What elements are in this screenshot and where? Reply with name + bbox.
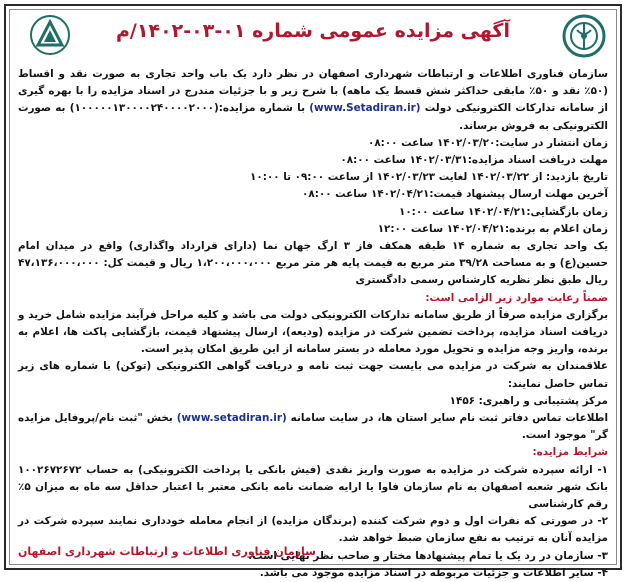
ad-title: آگهی مزایده عمومی شماره ۰۱-۰۳-۱۴۰۲/م — [116, 20, 510, 42]
conditions-heading: شرایط مزایده: — [532, 446, 608, 459]
doc-deadline: مهلت دریافت اسناد مزایده:۱۴۰۲/۰۳/۳۱ ساعت ۰۸:۰۰ — [340, 154, 608, 167]
intro-paragraph — [18, 66, 608, 135]
contact-text: اطلاعات تماس دفاتر ثبت نام سایر استان ها، در سایت سامانه — [290, 412, 609, 425]
intro-text: سازمان فناوری اطلاعات و ارتباطات شهرداری اصفهان در نظر دارد یک باب واحد تجاری به صورت نقد و اقساط (۵۰٪ نقد و ۵۰٪ مابقی حداکثر شش قسط یک ماهه) با شرح زیر و با جزئیات مندرج در اسناد مزایده را با بهره گیری از سامانه تدارکات الکترونیکی دولت — [18, 68, 608, 115]
ad-frame — [4, 4, 622, 579]
ad-body — [18, 66, 608, 582]
winner-announce-date: زمان اعلام به برنده:۱۴۰۲/۰۴/۲۱ ساعت ۱۲:۰۰ — [377, 222, 608, 235]
setadiran-link[interactable]: (www.Setadiran.ir) — [309, 102, 421, 115]
condition-item: ۴- سایر اطلاعات و جزئیات مربوطه در اسناد مزایده موجود می باشد. — [259, 566, 608, 579]
bid-deadline: آخرین مهلت ارسال پیشنهاد قیمت:۱۴۰۲/۰۴/۲۱ ساعت ۰۸:۰۰ — [302, 188, 608, 201]
triangle-emblem-icon — [30, 14, 70, 56]
contact-text-end: بخش "ثبت نام/پروفایل مزایده گر" موجود است. — [18, 412, 608, 442]
support-center: مرکز پشتیبانی و راهبری: ۱۴۵۶ — [449, 394, 608, 407]
visit-date: تاریخ بازدید: از ۱۴۰۲/۰۳/۲۲ لغایت ۱۴۰۲/۰۳/۲۳ از ساعت ۰۹:۰۰ تا ۱۰:۰۰ — [250, 171, 608, 184]
contact-info — [18, 410, 608, 444]
notice-body: برگزاری مزایده صرفاً از طریق سامانه تدارکات الکترونیکی دولت می باشد و کلیه مراحل فرآیند مزایده شامل خرید و دریافت اسناد مزایده، پرداخت تضمین شرکت در مزایده (ودیعه)، ارسال پیشنهاد قیمت، بازگشایی پاکت ها، اعلام به برنده، واریز وجه مزایده و تحویل مورد معامله در بستر سامانه از این طریق امکان پذیر است. — [18, 308, 608, 356]
municipality-seal-icon — [562, 14, 606, 58]
ad-header — [14, 12, 612, 58]
token-note: علاقمندان به شرکت در مزایده می بایست جهت ثبت نامه و دریافت گواهی الکترونیکی (توکن) با شماره های زیر تماس حاصل نمایند: — [18, 360, 608, 390]
publish-date: زمان انتشار در سایت:۱۴۰۲/۰۳/۲۰ ساعت ۰۸:۰۰ — [367, 136, 608, 149]
setadiran-contact-link[interactable]: (www.setadiran.ir) — [176, 412, 287, 425]
ad-footer — [18, 545, 608, 558]
footer-org-name: سازمان فناوری اطلاعات و ارتباطات شهرداری اصفهان — [18, 545, 316, 558]
condition-item: ۱- ارائه سپرده شرکت در مزایده به صورت واریز نقدی (فیش بانکی یا پرداخت الکترونیکی) به حساب ۱۰۰۲۶۷۲۶۷۲ بانک شهر شعبه اصفهان به نام سازمان فاوا یا ارایه ضمانت نامه بانکی معتبر با اعتبار حداقل سه ماه به میزان ۵٪ رقم کارشناسی — [18, 463, 608, 511]
condition-item: ۳- سازمان در رد یک یا تمام پیشنهادها مختار و صاحب نظر نهایی است. — [248, 549, 608, 562]
property-description: یک واحد تجاری به شماره ۱۴ طبقه همکف فاز ۳ ارگ جهان نما (دارای قرارداد واگذاری) واقع در میدان امام حسین(ع) و به مساحت ۳۹/۲۸ متر مربع به قیمت پایه هر متر مربع ۱،۲۰۰،۰۰۰،۰۰۰ ریال و قیمت کل: ۴۷،۱۳۶،۰۰۰،۰۰۰ ریال طبق نظر نظریه کارشناس رسمی دادگستری — [18, 240, 608, 287]
opening-date: زمان بازگشایی:۱۴۰۲/۰۴/۲۱ ساعت ۱۰:۰۰ — [399, 205, 608, 218]
notice-heading: ضمناً رعایت موارد زیر الزامی است: — [425, 291, 608, 304]
condition-item: ۲- در صورتی که نفرات اول و دوم شرکت کننده (برندگان مزایده) از انجام معامله خودداری نمایند سپرده شرکت در مزایده آنان به ترتیب به نفع سازمان ضبط خواهد شد. — [18, 515, 608, 545]
intro-text-end: با شماره مزایده:(۱۰۰۰۰۰۱۳۰۰۰۰۲۴۰۰۰۰۲۰۰۰) به صورت الکترونیکی به فروش برساند. — [18, 102, 608, 132]
